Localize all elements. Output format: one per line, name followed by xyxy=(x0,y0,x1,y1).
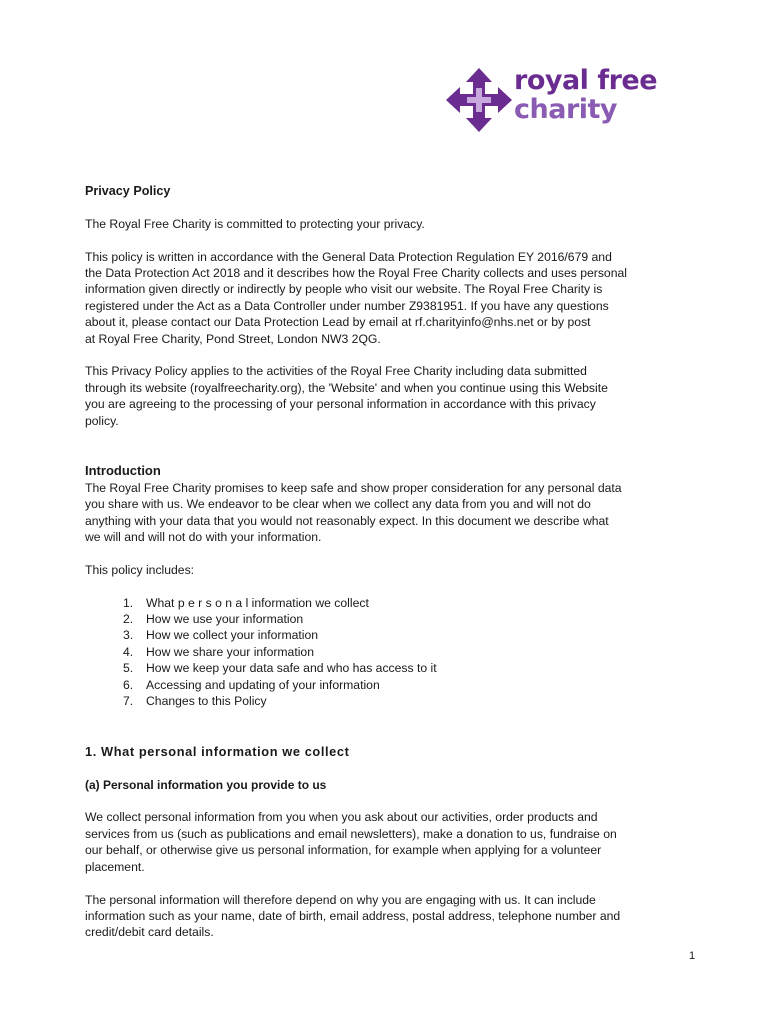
text-line: credit/debit card details. xyxy=(85,925,214,940)
logo-wordmark xyxy=(514,66,657,124)
list-item: 5. How we keep your data safe and who has access to it xyxy=(123,661,437,676)
text-line: the Data Protection Act 2018 and it describes how the Royal Free Charity collects and uses personal xyxy=(85,266,627,280)
text-line: services from us (such as publications and email newsletters), make a donation to us, fundraise on xyxy=(85,826,617,841)
list-item: 6. Accessing and updating of your information xyxy=(123,677,380,692)
document-body xyxy=(85,183,695,941)
intro-sentence: The Royal Free Charity is committed to protecting your privacy. xyxy=(85,216,425,231)
section-1a-paragraph-1 xyxy=(85,809,695,875)
list-item: 3. How we collect your information xyxy=(123,628,319,643)
text-line: about it, please contact our Data Protection Lead by email at rf.charityinfo@nhs.net or by post xyxy=(85,315,591,330)
text-line: anything with your data that you would not reasonably expect. In this document we describe what xyxy=(85,513,609,528)
cross-arrows-icon xyxy=(446,68,512,132)
text-line: registered under the Act as a Data Controller under number Z9381951. If you have any questions xyxy=(85,298,609,313)
list-item: 1. What p e r s o n a l information we collect xyxy=(123,595,369,610)
text-line: policy. xyxy=(85,413,119,428)
includes-label: This policy includes: xyxy=(85,562,195,577)
paragraph-legal xyxy=(85,249,695,347)
text-line: you are agreeing to the processing of your personal information in accordance with this privacy xyxy=(85,397,596,412)
paragraph-scope xyxy=(85,363,695,429)
text-line: at Royal Free Charity, Pond Street, London NW3 2QG. xyxy=(85,331,381,346)
list-item: 2. How we use your information xyxy=(123,612,304,627)
introduction-heading: Introduction xyxy=(85,463,161,479)
logo-line-2: charity xyxy=(514,94,618,125)
text-line: placement. xyxy=(85,859,145,874)
text-line: we will and will not do with your information. xyxy=(85,530,322,545)
page-number: 1 xyxy=(689,950,696,962)
list-item: 7. Changes to this Policy xyxy=(123,694,267,709)
text-line: This Privacy Policy applies to the activities of the Royal Free Charity including data submitted xyxy=(85,364,587,379)
logo-line-1: royal free xyxy=(514,65,658,96)
section-1a-heading: (a) Personal information you provide to us xyxy=(85,777,327,792)
list-item: 4. How we share your information xyxy=(123,644,314,659)
text-line: our behalf, or otherwise give us personal information, for example when applying for a volunteer xyxy=(85,843,602,858)
introduction-text xyxy=(85,480,695,546)
includes-list xyxy=(123,595,695,710)
text-line: information such as your name, date of birth, email address, postal address, telephone number and xyxy=(85,908,621,923)
text-line: you share with us. We endeavor to be clear when we collect any data from you and will not do xyxy=(85,497,591,512)
section-1a-paragraph-2 xyxy=(85,892,695,941)
text-line: The Royal Free Charity promises to keep safe and show proper consideration for any personal data xyxy=(85,480,622,495)
text-line: through its website (royalfreecharity.org), the 'Website' and when you continue using this Website xyxy=(85,380,608,395)
royal-free-charity-logo xyxy=(446,66,666,132)
text-line: The personal information will therefore depend on why you are engaging with us. It can include xyxy=(85,892,596,907)
text-line: This policy is written in accordance with the General Data Protection Regulation EY 2016/679 and xyxy=(85,249,612,264)
section-1-heading: 1. What personal information we collect xyxy=(85,743,350,759)
text-line: We collect personal information from you when you ask about our activities, order products and xyxy=(85,810,598,825)
document-title: Privacy Policy xyxy=(85,184,171,198)
text-line: information given directly or indirectly by people who visit our website. The Royal Free Charity is xyxy=(85,282,603,297)
